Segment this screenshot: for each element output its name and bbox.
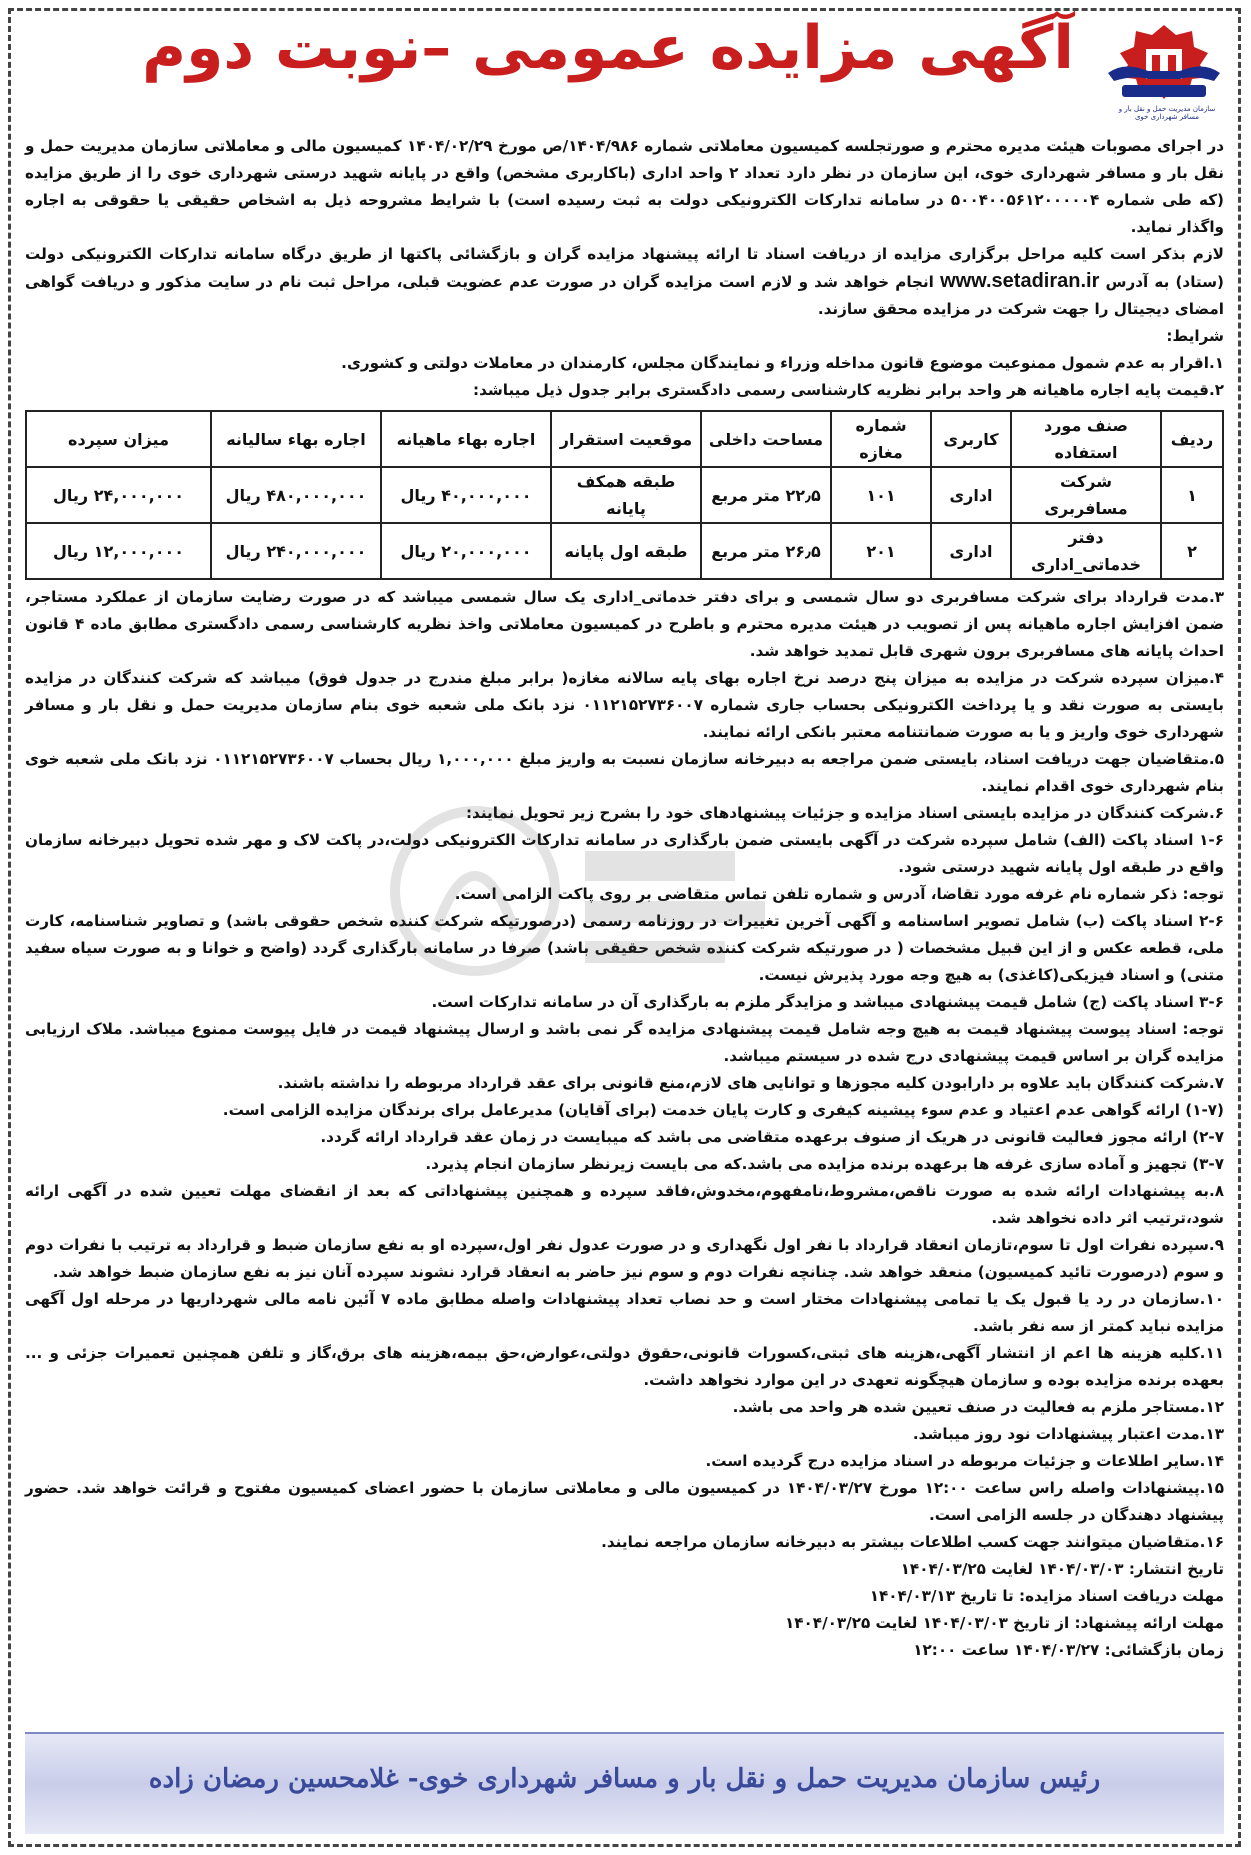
table-row [26,467,1223,523]
condition-13: ۱۳.مدت اعتبار پیشنهادات نود روز میباشد. [912,1425,1224,1443]
condition-6-1: ۱-۶ اسناد پاکت (الف) شامل سپرده شرکت در آگهی بایستی ضمن بارگذاری در سامانه تدارکات الکترونیکی دولت،در پاکت لاک و مهر شده تحویل دبیرخانه سازمان واقع در طبقه اول پایانه شهید درستی شود. [25,831,1224,876]
condition-7-1: (۱-۷) ارائه گواهی عدم اعتیاد و عدم سوء پیشینه کیفری و کارت پایان خدمت (برای آقایان) مدیرعامل برای برندگان مزایده الزامی است. [222,1101,1224,1119]
table-header: ردیف [1161,411,1223,467]
table-cell: ۲۰,۰۰۰,۰۰۰ ریال [381,523,551,579]
publish-date: تاریخ انتشار: ۱۴۰۴/۰۳/۰۳ لغایت ۱۴۰۴/۰۳/۲۵ [900,1560,1224,1578]
table-cell: ۲۴,۰۰۰,۰۰۰ ریال [26,467,211,523]
condition-9: ۹.سپرده نفرات اول تا سوم،تازمان انعقاد قرارداد با نفر اول نگهداری و در صورت عدول نفر اول،سپرده او به نفع سازمان ضبط و قرارداد به ترتیب با نفرات دوم و سوم (درصورت تائید کمیسیون) منعقد خواهد شد. چنانچه نفرات دوم و سوم نیز حاضر به انعقاد قرارد نشوند سپرده آنان نیز به نفع سازمان ضبط خواهد شد. [25,1236,1224,1281]
footer-banner [25,1732,1224,1834]
units-table [25,410,1224,580]
table-cell: ۲۲٫۵ متر مربع [701,467,831,523]
table-header: مساحت داخلی [701,411,831,467]
condition-14: ۱۴.سایر اطلاعات و جزئیات مربوطه در اسناد مزایده درج گردیده است. [705,1452,1224,1470]
table-header: اجاره بهاء سالیانه [211,411,381,467]
note-1: توجه: ذکر شماره نام غرفه مورد تقاضا، آدرس و شماره تلفن تماس متقاضی بر روی پاکت الزامی است. [454,885,1224,903]
notice-title: آگهی مزایده عمومی –نوبت دوم [142,13,1074,83]
table-cell: طبقه همکف پایانه [551,467,701,523]
proposal-deadline: مهلت ارائه پیشنهاد: از تاریخ ۱۴۰۴/۰۳/۰۳ لغایت ۱۴۰۴/۰۳/۲۵ [785,1614,1224,1632]
logo-caption: سازمان مدیریت حمل و نقل بار و مسافر شهرداری خوی [1118,105,1216,121]
documents-deadline: مهلت دریافت اسناد مزایده: تا تاریخ ۱۴۰۴/۰۳/۱۳ [869,1587,1224,1605]
table-header: صنف مورد استفاده [1011,411,1161,467]
table-cell: ۲۴۰,۰۰۰,۰۰۰ ریال [211,523,381,579]
table-cell: ۲ [1161,523,1223,579]
note-2: توجه: اسناد پیوست پیشنهاد قیمت به هیچ وجه شامل قیمت پیشنهادی مزایده گر نمی باشد و ارسال پیشنهاد قیمت در فایل پیوست ممنوع میباشد. ملاک ارزیابی مزایده گران بر اساس قیمت پیشنهادی درج شده در سیستم میباشد. [25,1020,1224,1065]
condition-7: ۷.شرکت کنندگان باید علاوه بر دارابودن کلیه مجوزها و توانایی های لازم،منع قانونی برای عقد قرارداد مربوطه را نداشته باشند. [277,1074,1224,1092]
footer-signature: رئیس سازمان مدیریت حمل و نقل بار و مسافر شهرداری خوی- غلامحسین رمضان زاده [148,1764,1101,1794]
table-cell: ۴۰,۰۰۰,۰۰۰ ریال [381,467,551,523]
header [25,13,1224,133]
condition-6-3: ۳-۶ اسناد پاکت (ج) شامل قیمت پیشنهادی میباشد و مزایدگر ملزم به بارگذاری آن در سامانه تدارکات است. [431,993,1224,1011]
table-cell: ۴۸۰,۰۰۰,۰۰۰ ریال [211,467,381,523]
notice-frame [8,8,1241,1847]
notice-body [25,133,1224,1664]
conditions-label: شرایط: [1166,327,1224,345]
table-header: شماره مغازه [831,411,931,467]
condition-12: ۱۲.مستاجر ملزم به فعالیت در صنف تعیین شده هر واحد می باشد. [732,1398,1224,1416]
condition-5: ۵.متقاضیان جهت دریافت اسناد، بایستی ضمن مراجعه به دبیرخانه سازمان نسبت به واریز مبلغ ۱,۰۰۰,۰۰۰ ریال بحساب ۰۱۱۲۱۵۲۷۳۶۰۰۷ نزد بانک ملی شعبه خوی بنام شهرداری خوی اقدام نمایند. [25,750,1224,795]
condition-11: ۱۱.کلیه هزینه ها اعم از انتشار آگهی،هزینه های ثبتی،کسورات قانونی،حقوق دولتی،عوارض،حق بیمه،هزینه های برق،گاز و تلفن همچنین تعمیرات جزئی و ... بعهده برنده مزایده بوده و سازمان هیچگونه تعهدی در این موارد نخواهد داشت. [25,1344,1224,1389]
condition-8: ۸.به پیشنهادات ارائه شده به صورت ناقص،مشروط،نامفهوم،مخدوش،فاقد سپرده و همچنین پیشنهاداتی که بعد از انقضای مهلت تعیین شده در آگهی ارائه شود،ترتیب اثر داده نخواهد شد. [25,1182,1224,1227]
dates-block [25,1556,1224,1664]
opening-time: زمان بازگشائی: ۱۴۰۴/۰۳/۲۷ ساعت ۱۲:۰۰ [913,1641,1224,1659]
table-cell: ۲۰۱ [831,523,931,579]
table-header: موقعیت استقرار [551,411,701,467]
notice-content [25,13,1225,1834]
table-cell: ۱ [1161,467,1223,523]
condition-10: ۱۰.سازمان در رد یا قبول یک یا تمامی پیشنهادات مختار است و حد نصاب تعداد پیشنهادات واصله مطابق ماده ۷ آئین نامه مالی شهرداریها در مرحله اول آگهی مزایده نباید کمتر از سه نفر باشد. [25,1290,1224,1335]
table-cell: شرکت مسافربری [1011,467,1161,523]
condition-1: ۱.اقرار به عدم شمول ممنوعیت موضوع قانون مداخله وزراء و نمایندگان مجلس، کارمندان در معاملات دولتی و کشوری. [341,354,1224,372]
setad-paragraph [25,241,1224,323]
table-cell: ۱۲,۰۰۰,۰۰۰ ریال [26,523,211,579]
condition-3: ۳.مدت قرارداد برای شرکت مسافربری دو سال شمسی و برای دفتر خدماتی_اداری یک سال شمسی میباشد که در صورت رضایت سازمان از عملکرد مستاجر، ضمن افزایش اجاره ماهیانه پس از تصویب در هیئت مدیره محترم و باطرح در کمیسیون معاملاتی واخذ نظریه کارشناسی رسمی دادگستری مطابق ماده ۴ قانون احداث پایانه های مسافربری برون شهری قابل تمدید خواهد شد. [25,588,1225,660]
setad-url-link[interactable]: www.setadiran.ir [940,270,1100,292]
condition-15: ۱۵.پیشنهادات واصله راس ساعت ۱۲:۰۰ مورخ ۱۴۰۴/۰۳/۲۷ در کمیسیون مالی و معاملاتی سازمان با حضور اعضای کمیسیون مفتوح و قرائت خواهد شد. حضور پیشنهاد دهندگان در جلسه الزامی است. [25,1479,1224,1524]
condition-2: ۲.قیمت پایه اجاره ماهیانه هر واحد برابر نظریه کارشناسی رسمی دادگستری برابر جدول ذیل میباشد: [473,381,1224,399]
table-row [26,523,1223,579]
condition-6-2: ۲-۶ اسناد پاکت (ب) شامل تصویر اساسنامه و آگهی آخرین تغییرات در روزنامه رسمی (درصورتیکه شرکت کننده شخص حقوقی باشد) و تصاویر شناسنامه، کارت ملی، قطعه عکس و از این قبیل مشخصات ( در صورتیکه شرکت کننده شخص حقیقی باشد) صرفا در سامانه بارگذاری گردد (واضح و خوانا و به صورت سیاه سفید متنی) و اسناد فیزیکی(کاغذی) به هیچ وجه مورد پذیرش نیست. [25,912,1224,984]
table-cell: دفتر خدماتی_اداری [1011,523,1161,579]
table-cell: اداری [931,523,1011,579]
table-cell: اداری [931,467,1011,523]
condition-6: ۶.شرکت کنندگان در مزایده بایستی اسناد مزایده و جزئیات پیشنهادهای خود را بشرح زیر تحویل نمایند: [465,804,1224,822]
table-cell: ۲۶٫۵ متر مربع [701,523,831,579]
table-header-row [26,411,1223,467]
setad-text-before: لازم بذکر است کلیه مراحل برگزاری مزایده از دریافت اسناد تا ارائه پیشنهاد مزایده گران و بازگشائی پاکتها از طریق درگاه سامانه تدارکات الکترونیکی دولت (ستاد) به آدرس [25,245,1224,291]
table-cell: طبقه اول پایانه [551,523,701,579]
table-header: کاربری [931,411,1011,467]
table-header: میزان سپرده [26,411,211,467]
table-cell: ۱۰۱ [831,467,931,523]
intro-paragraph: در اجرای مصوبات هیئت مدیره محترم و صورتجلسه کمیسیون معاملاتی شماره ۱۴۰۴/۹۸۶/ص مورخ ۱۴۰۴/۰۲/۲۹ کمیسیون مالی و معاملاتی سازمان مدیریت حمل و نقل بار و مسافر شهرداری خوی، این سازمان در نظر دارد تعداد ۲ واحد اداری (باکاربری مشخص) واقع در پایانه شهید درستی شهرداری خوی را از طریق مزایده (که طی شماره ۵۰۰۴۰۰۵۶۱۲۰۰۰۰۰۴ در سامانه تدارکات الکترونیکی دولت به ثبت رسیده است) با شرایط مشروحه ذیل به اشخاص حقیقی یا حقوقی به اجاره واگذار نماید. [25,137,1224,236]
table-header: اجاره بهاء ماهیانه [381,411,551,467]
setad-text-after: انجام خواهد شد و لازم است مزایده گران در صورت عدم عضویت قبلی، مراحل ثبت نام در سایت مذکور و دریافت گواهی امضای دیجیتال را جهت شرکت در مزایده محقق سازند. [25,273,1224,318]
condition-4: ۴.میزان سپرده شرکت در مزایده به میزان پنج درصد نرخ اجاره بهای پایه سالانه مغازه( برابر مبلغ مندرج در جدول فوق) میباشد که شرکت کنندگان در مزایده بایستی به صورت نقد و یا پرداخت الکترونیکی بحساب جاری شماره ۰۱۱۲۱۵۲۷۳۶۰۰۷ نزد بانک ملی شعبه خوی بنام سازمان مدیریت حمل و نقل بار و مسافر شهرداری خوی واریز و یا به صورت ضمانتنامه معتبر بانکی ارائه نمایند. [25,669,1224,741]
condition-7-2: ۲-۷) ارائه مجوز فعالیت قانونی در هریک از صنوف برعهده متقاضی می باشد که میبایست در زمان عقد قرارداد ارائه گردد. [320,1128,1224,1146]
condition-7-3: ۳-۷) تجهیز و آماده سازی غرفه ها برعهده برنده مزایده می باشد.که می بایست زیرنظر سازمان انجام پذیرد. [425,1155,1224,1173]
condition-16: ۱۶.متقاضیان میتوانند جهت کسب اطلاعات بیشتر به دبیرخانه سازمان مراجعه نمایند. [601,1533,1224,1551]
